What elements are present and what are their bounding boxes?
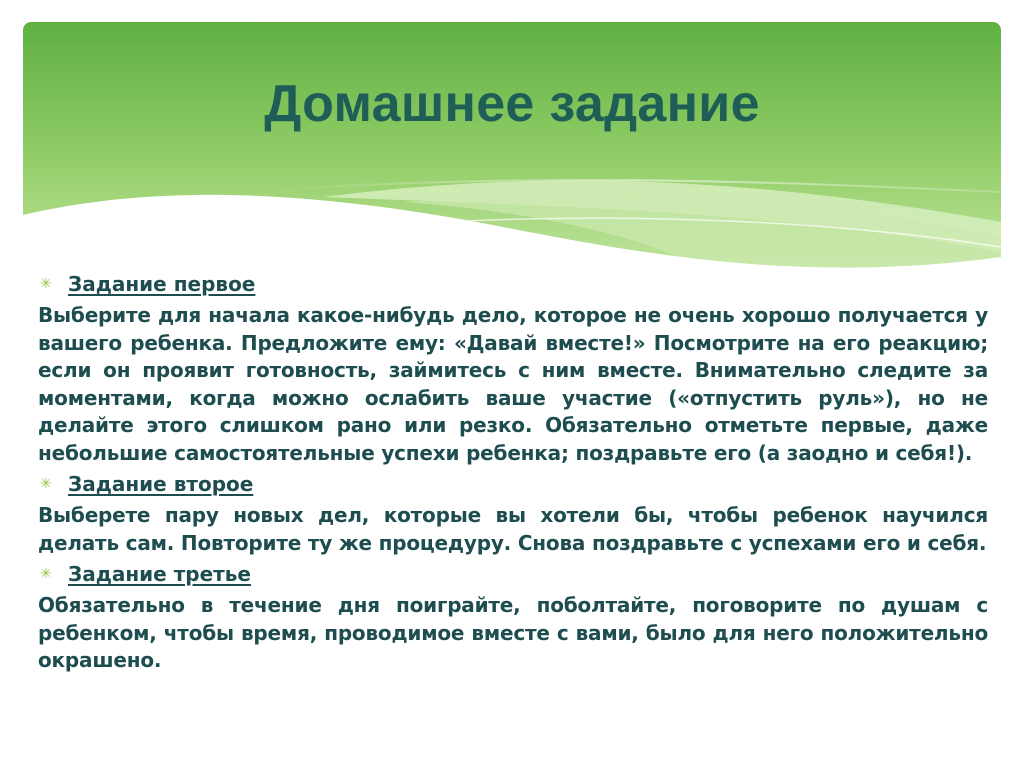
asterisk-bullet-icon: ✳ [40, 566, 52, 582]
task-heading [38, 270, 988, 298]
asterisk-bullet-icon: ✳ [40, 476, 52, 492]
task-item [38, 470, 988, 557]
task-item [38, 270, 988, 467]
asterisk-bullet-icon: ✳ [40, 276, 52, 292]
page-title: Домашнее задание [264, 75, 760, 133]
task-item [38, 560, 988, 675]
task-text: Выберете пару новых дел, которые вы хотели бы, чтобы ребенок научился делать сам. Повторите ту же процедуру. Снова поздравьте с успехами его и себя. [38, 503, 988, 555]
task-heading-label: Задание первое [68, 272, 256, 296]
task-text: Выберите для начала какое-нибудь дело, которое не очень хорошо получается у вашего ребенка. Предложите ему: «Давай вместе!» Посмотрите на его реакцию; если он проявит готовность, займитесь с ним вместе. Внимательно следите за моментами, когда можно ослабить ваше участие («отпустить руль»), но не делайте этого слишком рано или резко. Обязательно отметьте первые, даже небольшие самостоятельные успехи ребенка; поздравьте его (а заодно и себя!). [38, 303, 988, 465]
task-list [38, 270, 988, 678]
task-heading [38, 560, 988, 588]
wave-background [23, 22, 1001, 282]
task-text: Обязательно в течение дня поиграйте, поболтайте, поговорите по душам с ребенком, чтобы время, проводимое вместе с вами, было для него положительно окрашено. [38, 593, 988, 672]
task-heading-label: Задание второе [68, 472, 254, 496]
task-heading-label: Задание третье [68, 562, 251, 586]
task-heading [38, 470, 988, 498]
header-banner [23, 22, 1001, 282]
